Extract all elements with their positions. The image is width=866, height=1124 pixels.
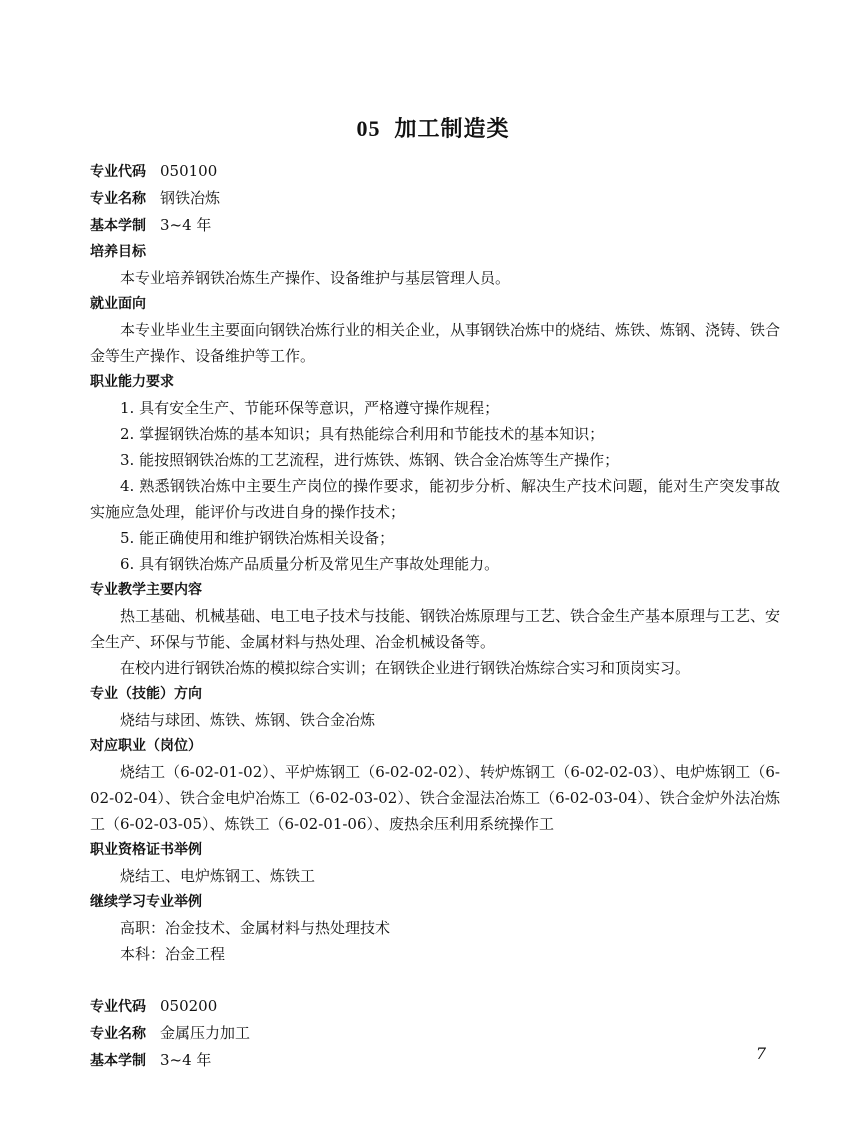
ability-item: 2. 掌握钢铁冶炼的基本知识；具有热能综合利用和节能技术的基本知识； (120, 425, 605, 443)
name-label: 专业名称 (90, 191, 146, 207)
jobs-heading: 对应职业（岗位） (90, 738, 202, 754)
code-value: 050200 (160, 997, 218, 1015)
duration-value: 3~4 年 (160, 216, 212, 234)
code-label: 专业代码 (90, 164, 146, 180)
teaching-text: 在校内进行钢铁冶炼的模拟综合实训；在钢铁企业进行钢铁冶炼综合实习和顶岗实习。 (120, 659, 691, 677)
code-label: 专业代码 (90, 999, 146, 1015)
employment-heading: 就业面向 (90, 296, 146, 312)
certificate-text: 烧结工、电炉炼钢工、炼铁工 (120, 867, 316, 885)
further-study-higher: 高职：冶金技术、金属材料与热处理技术 (120, 919, 391, 937)
ability-item: 6. 具有钢铁冶炼产品质量分析及常见生产事故处理能力。 (120, 555, 500, 573)
direction-text: 烧结与球团、炼铁、炼钢、铁合金冶炼 (120, 711, 376, 729)
teaching-heading: 专业教学主要内容 (90, 582, 202, 598)
certificate-heading: 职业资格证书举例 (90, 842, 202, 858)
ability-heading: 职业能力要求 (90, 374, 174, 390)
major-content (90, 158, 780, 1074)
page-number: 7 (755, 1044, 766, 1063)
duration-label: 基本学制 (90, 218, 146, 234)
teaching-text: 热工基础、机械基础、电工电子技术与技能、钢铁冶炼原理与工艺、铁合金生产基本原理与工艺、安全生产、环保与节能、金属材料与热处理、冶金机械设备等。 (90, 607, 781, 651)
code-value: 050100 (160, 162, 218, 180)
major2-name-row (90, 1020, 780, 1047)
section-number: 05 (356, 116, 381, 141)
section-title (0, 112, 866, 143)
ability-item: 4. 熟悉钢铁冶炼中主要生产岗位的操作要求，能初步分析、解决生产技术问题，能对生产突发事故实施应急处理，能评价与改进自身的操作技术； (90, 477, 780, 521)
name-value: 钢铁冶炼 (160, 189, 221, 207)
major2-duration-row (90, 1047, 780, 1074)
ability-item: 3. 能按照钢铁冶炼的工艺流程，进行炼铁、炼钢、铁合金冶炼等生产操作； (120, 451, 620, 469)
duration-label: 基本学制 (90, 1053, 146, 1069)
goal-text: 本专业培养钢铁冶炼生产操作、设备维护与基层管理人员。 (120, 269, 511, 287)
ability-item: 5. 能正确使用和维护钢铁冶炼相关设备； (120, 529, 395, 547)
major-duration-row (90, 212, 780, 239)
goal-heading: 培养目标 (90, 244, 146, 260)
major2-code-row (90, 993, 780, 1020)
further-study-bachelor: 本科：冶金工程 (120, 945, 226, 963)
name-value: 金属压力加工 (160, 1024, 251, 1042)
jobs-text: 烧结工（6-02-01-02）、平炉炼钢工（6-02-02-02）、转炉炼钢工（6-02-02-03）、电炉炼钢工（6-02-02-04）、铁合金电炉冶炼工（6-02-03-02）、铁合金湿法冶炼工（6-02-03-04）、铁合金炉外法冶炼工（6-02-03-05）、炼铁工（6-02-01-06）、废热余压利用系统操作工 (90, 763, 780, 833)
name-label: 专业名称 (90, 1026, 146, 1042)
major-name-row (90, 185, 780, 212)
direction-heading: 专业（技能）方向 (90, 686, 202, 702)
section-title-text: 加工制造类 (394, 117, 510, 142)
ability-item: 1. 具有安全生产、节能环保等意识，严格遵守操作规程； (120, 399, 500, 417)
further-study-heading: 继续学习专业举例 (90, 894, 202, 910)
major-code-row (90, 158, 780, 185)
spacer (90, 967, 780, 993)
employment-text: 本专业毕业生主要面向钢铁冶炼行业的相关企业，从事钢铁冶炼中的烧结、炼铁、炼钢、浇铸、铁合金等生产操作、设备维护等工作。 (90, 321, 781, 365)
duration-value: 3~4 年 (160, 1051, 212, 1069)
